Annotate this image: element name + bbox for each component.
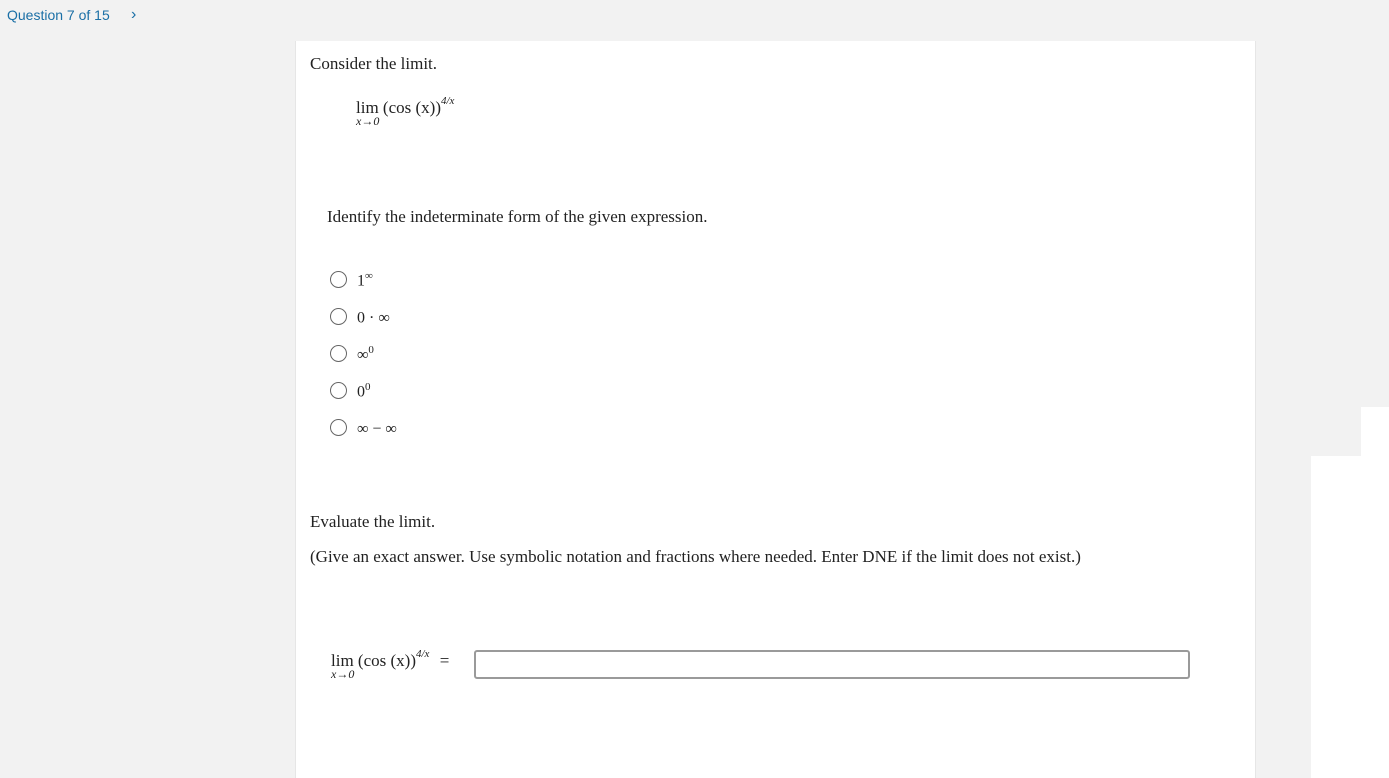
limit-exponent: 4/x [440, 95, 455, 107]
side-panel-top [1361, 407, 1389, 457]
radio-button[interactable] [330, 419, 347, 436]
limit-subscript: x→0 [356, 114, 380, 128]
lim-word: lim [356, 98, 379, 117]
part2-prompt: Evaluate the limit. [310, 512, 436, 531]
intro-text: Consider the limit. [310, 54, 438, 73]
limit-base: (cos (x)) [382, 98, 441, 117]
part1-prompt: Identify the indeterminate form of the given expression. [327, 207, 708, 226]
answer-limit-expression: lim x→0 (cos (x))$^{4/x}$ = [331, 648, 450, 681]
chevron-right-icon[interactable]: › [131, 6, 137, 23]
answer-input[interactable] [474, 650, 1190, 679]
side-panel [1311, 456, 1389, 778]
radio-button[interactable] [330, 271, 347, 288]
radio-button[interactable] [330, 382, 347, 399]
equals-sign: = [439, 651, 450, 670]
question-counter: Question 7 of 15 [7, 7, 110, 23]
radio-button[interactable] [330, 308, 347, 325]
radio-button[interactable] [330, 345, 347, 362]
part2-instructions: (Give an exact answer. Use symbolic notation and fractions where needed. Enter DNE if the limit does not exist.) [310, 547, 1081, 566]
limit-expression [356, 95, 455, 128]
